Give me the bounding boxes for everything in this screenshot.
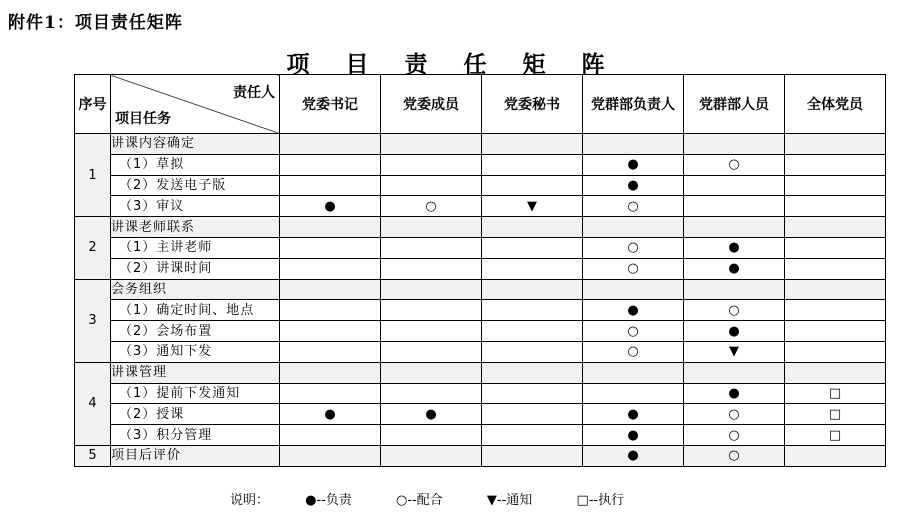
mark-cell	[381, 154, 482, 175]
mark-cell	[381, 175, 482, 196]
mark-cell	[482, 175, 583, 196]
task-name: （2）授课	[111, 404, 280, 425]
mark-cell	[482, 362, 583, 383]
task-group-name: 项目后评价	[111, 445, 280, 466]
task-row	[75, 196, 886, 217]
legend	[230, 489, 664, 508]
mark-cell	[482, 445, 583, 466]
mark-cell	[785, 237, 886, 258]
mark-cell	[280, 258, 381, 279]
mark-cell: ○	[684, 445, 785, 466]
mark-cell	[785, 445, 886, 466]
mark-cell	[785, 362, 886, 383]
row-number: 1	[75, 134, 111, 217]
mark-cell	[280, 279, 381, 300]
mark-cell	[583, 279, 684, 300]
task-name: （2）发送电子版	[111, 175, 280, 196]
mark-cell	[280, 237, 381, 258]
task-group-row	[75, 445, 886, 466]
mark-cell	[381, 425, 482, 446]
mark-cell: ●	[583, 425, 684, 446]
mark-cell: ○	[583, 321, 684, 342]
mark-cell	[684, 175, 785, 196]
task-group-row	[75, 279, 886, 300]
row-number: 4	[75, 362, 111, 445]
mark-cell: ▼	[482, 196, 583, 217]
mark-cell	[482, 341, 583, 362]
mark-cell: □	[785, 404, 886, 425]
mark-cell	[785, 341, 886, 362]
mark-cell: ●	[684, 258, 785, 279]
mark-cell	[381, 445, 482, 466]
mark-cell: ○	[684, 300, 785, 321]
mark-cell: ▼	[684, 341, 785, 362]
task-row	[75, 237, 886, 258]
mark-cell: ●	[684, 321, 785, 342]
task-name: （1）草拟	[111, 154, 280, 175]
header-task: 项目任务	[115, 111, 171, 127]
row-number: 2	[75, 217, 111, 279]
legend-item-responsible: ●--负责	[305, 493, 352, 508]
task-row	[75, 404, 886, 425]
mark-cell	[785, 217, 886, 238]
task-group-name: 会务组织	[111, 279, 280, 300]
mark-cell	[280, 383, 381, 404]
mark-cell	[280, 321, 381, 342]
header-responsible: 责任人	[233, 85, 275, 101]
mark-cell	[684, 362, 785, 383]
mark-cell: ●	[583, 154, 684, 175]
task-row	[75, 258, 886, 279]
task-name: （3）积分管理	[111, 425, 280, 446]
legend-item-notify: ▼--通知	[486, 493, 533, 508]
mark-cell	[381, 217, 482, 238]
mark-cell	[381, 362, 482, 383]
mark-cell: ●	[583, 404, 684, 425]
task-name: （1）主讲老师	[111, 237, 280, 258]
mark-cell	[280, 362, 381, 383]
mark-cell: ○	[684, 154, 785, 175]
task-name: （3）审议	[111, 196, 280, 217]
mark-cell	[482, 154, 583, 175]
task-group-row	[75, 217, 886, 238]
mark-cell	[785, 175, 886, 196]
task-row	[75, 321, 886, 342]
page-title: 项 目 责 任 矩 阵	[286, 51, 619, 78]
mark-cell	[482, 279, 583, 300]
mark-cell	[684, 279, 785, 300]
mark-cell	[280, 154, 381, 175]
legend-item-execute: □--执行	[576, 493, 625, 508]
mark-cell	[684, 134, 785, 155]
task-name: （1）提前下发通知	[111, 383, 280, 404]
task-row	[75, 175, 886, 196]
mark-cell	[583, 217, 684, 238]
mark-cell	[785, 300, 886, 321]
task-row	[75, 154, 886, 175]
mark-cell	[785, 134, 886, 155]
header-col-3: 党群部负责人	[583, 75, 684, 134]
mark-cell	[785, 279, 886, 300]
mark-cell	[785, 154, 886, 175]
mark-cell	[280, 341, 381, 362]
mark-cell	[785, 196, 886, 217]
task-group-row	[75, 134, 886, 155]
mark-cell	[280, 300, 381, 321]
mark-cell	[482, 383, 583, 404]
task-name: （1）确定时间、地点	[111, 300, 280, 321]
mark-cell: ●	[280, 196, 381, 217]
task-group-name: 讲课老师联系	[111, 217, 280, 238]
task-name: （2）讲课时间	[111, 258, 280, 279]
mark-cell	[482, 237, 583, 258]
mark-cell	[482, 217, 583, 238]
mark-cell	[482, 321, 583, 342]
mark-cell: ●	[684, 237, 785, 258]
matrix-body	[75, 134, 886, 467]
mark-cell	[482, 404, 583, 425]
task-group-name: 讲课管理	[111, 362, 280, 383]
mark-cell	[280, 217, 381, 238]
task-row	[75, 300, 886, 321]
mark-cell	[684, 196, 785, 217]
task-group-row	[75, 362, 886, 383]
mark-cell	[381, 279, 482, 300]
mark-cell: ●	[583, 175, 684, 196]
mark-cell: ○	[583, 237, 684, 258]
header-col-1: 党委成员	[381, 75, 482, 134]
task-group-name: 讲课内容确定	[111, 134, 280, 155]
mark-cell	[280, 175, 381, 196]
row-number: 3	[75, 279, 111, 362]
mark-cell: ○	[583, 258, 684, 279]
mark-cell	[381, 300, 482, 321]
header-seq: 序号	[75, 75, 111, 134]
row-number: 5	[75, 445, 111, 466]
mark-cell	[381, 237, 482, 258]
responsibility-matrix	[74, 74, 886, 467]
mark-cell	[381, 341, 482, 362]
task-row	[75, 383, 886, 404]
mark-cell	[482, 425, 583, 446]
mark-cell	[280, 425, 381, 446]
header-col-2: 党委秘书	[482, 75, 583, 134]
mark-cell	[583, 383, 684, 404]
mark-cell: ●	[583, 445, 684, 466]
mark-cell: ○	[684, 404, 785, 425]
mark-cell: ●	[280, 404, 381, 425]
mark-cell: ●	[684, 383, 785, 404]
task-name: （3）通知下发	[111, 341, 280, 362]
header-col-4: 党群部人员	[684, 75, 785, 134]
mark-cell: ○	[381, 196, 482, 217]
mark-cell: ●	[381, 404, 482, 425]
mark-cell: □	[785, 425, 886, 446]
mark-cell	[482, 134, 583, 155]
mark-cell	[381, 383, 482, 404]
mark-cell: □	[785, 383, 886, 404]
mark-cell	[381, 321, 482, 342]
mark-cell	[482, 258, 583, 279]
mark-cell	[280, 445, 381, 466]
mark-cell: ○	[583, 341, 684, 362]
mark-cell	[583, 362, 684, 383]
mark-cell	[785, 258, 886, 279]
task-row	[75, 341, 886, 362]
mark-cell	[684, 217, 785, 238]
legend-label: 说明：	[230, 493, 270, 508]
mark-cell: ○	[583, 196, 684, 217]
mark-cell	[381, 258, 482, 279]
attachment-label: 附件1：项目责任矩阵	[8, 13, 183, 33]
mark-cell	[482, 300, 583, 321]
mark-cell	[381, 134, 482, 155]
mark-cell: ●	[583, 300, 684, 321]
mark-cell	[280, 134, 381, 155]
header-diagonal-cell	[111, 75, 280, 134]
legend-item-cooperate: ○--配合	[396, 493, 443, 508]
header-col-0: 党委书记	[280, 75, 381, 134]
header-col-5: 全体党员	[785, 75, 886, 134]
task-name: （2）会场布置	[111, 321, 280, 342]
mark-cell	[785, 321, 886, 342]
mark-cell	[583, 134, 684, 155]
mark-cell: ○	[684, 425, 785, 446]
task-row	[75, 425, 886, 446]
